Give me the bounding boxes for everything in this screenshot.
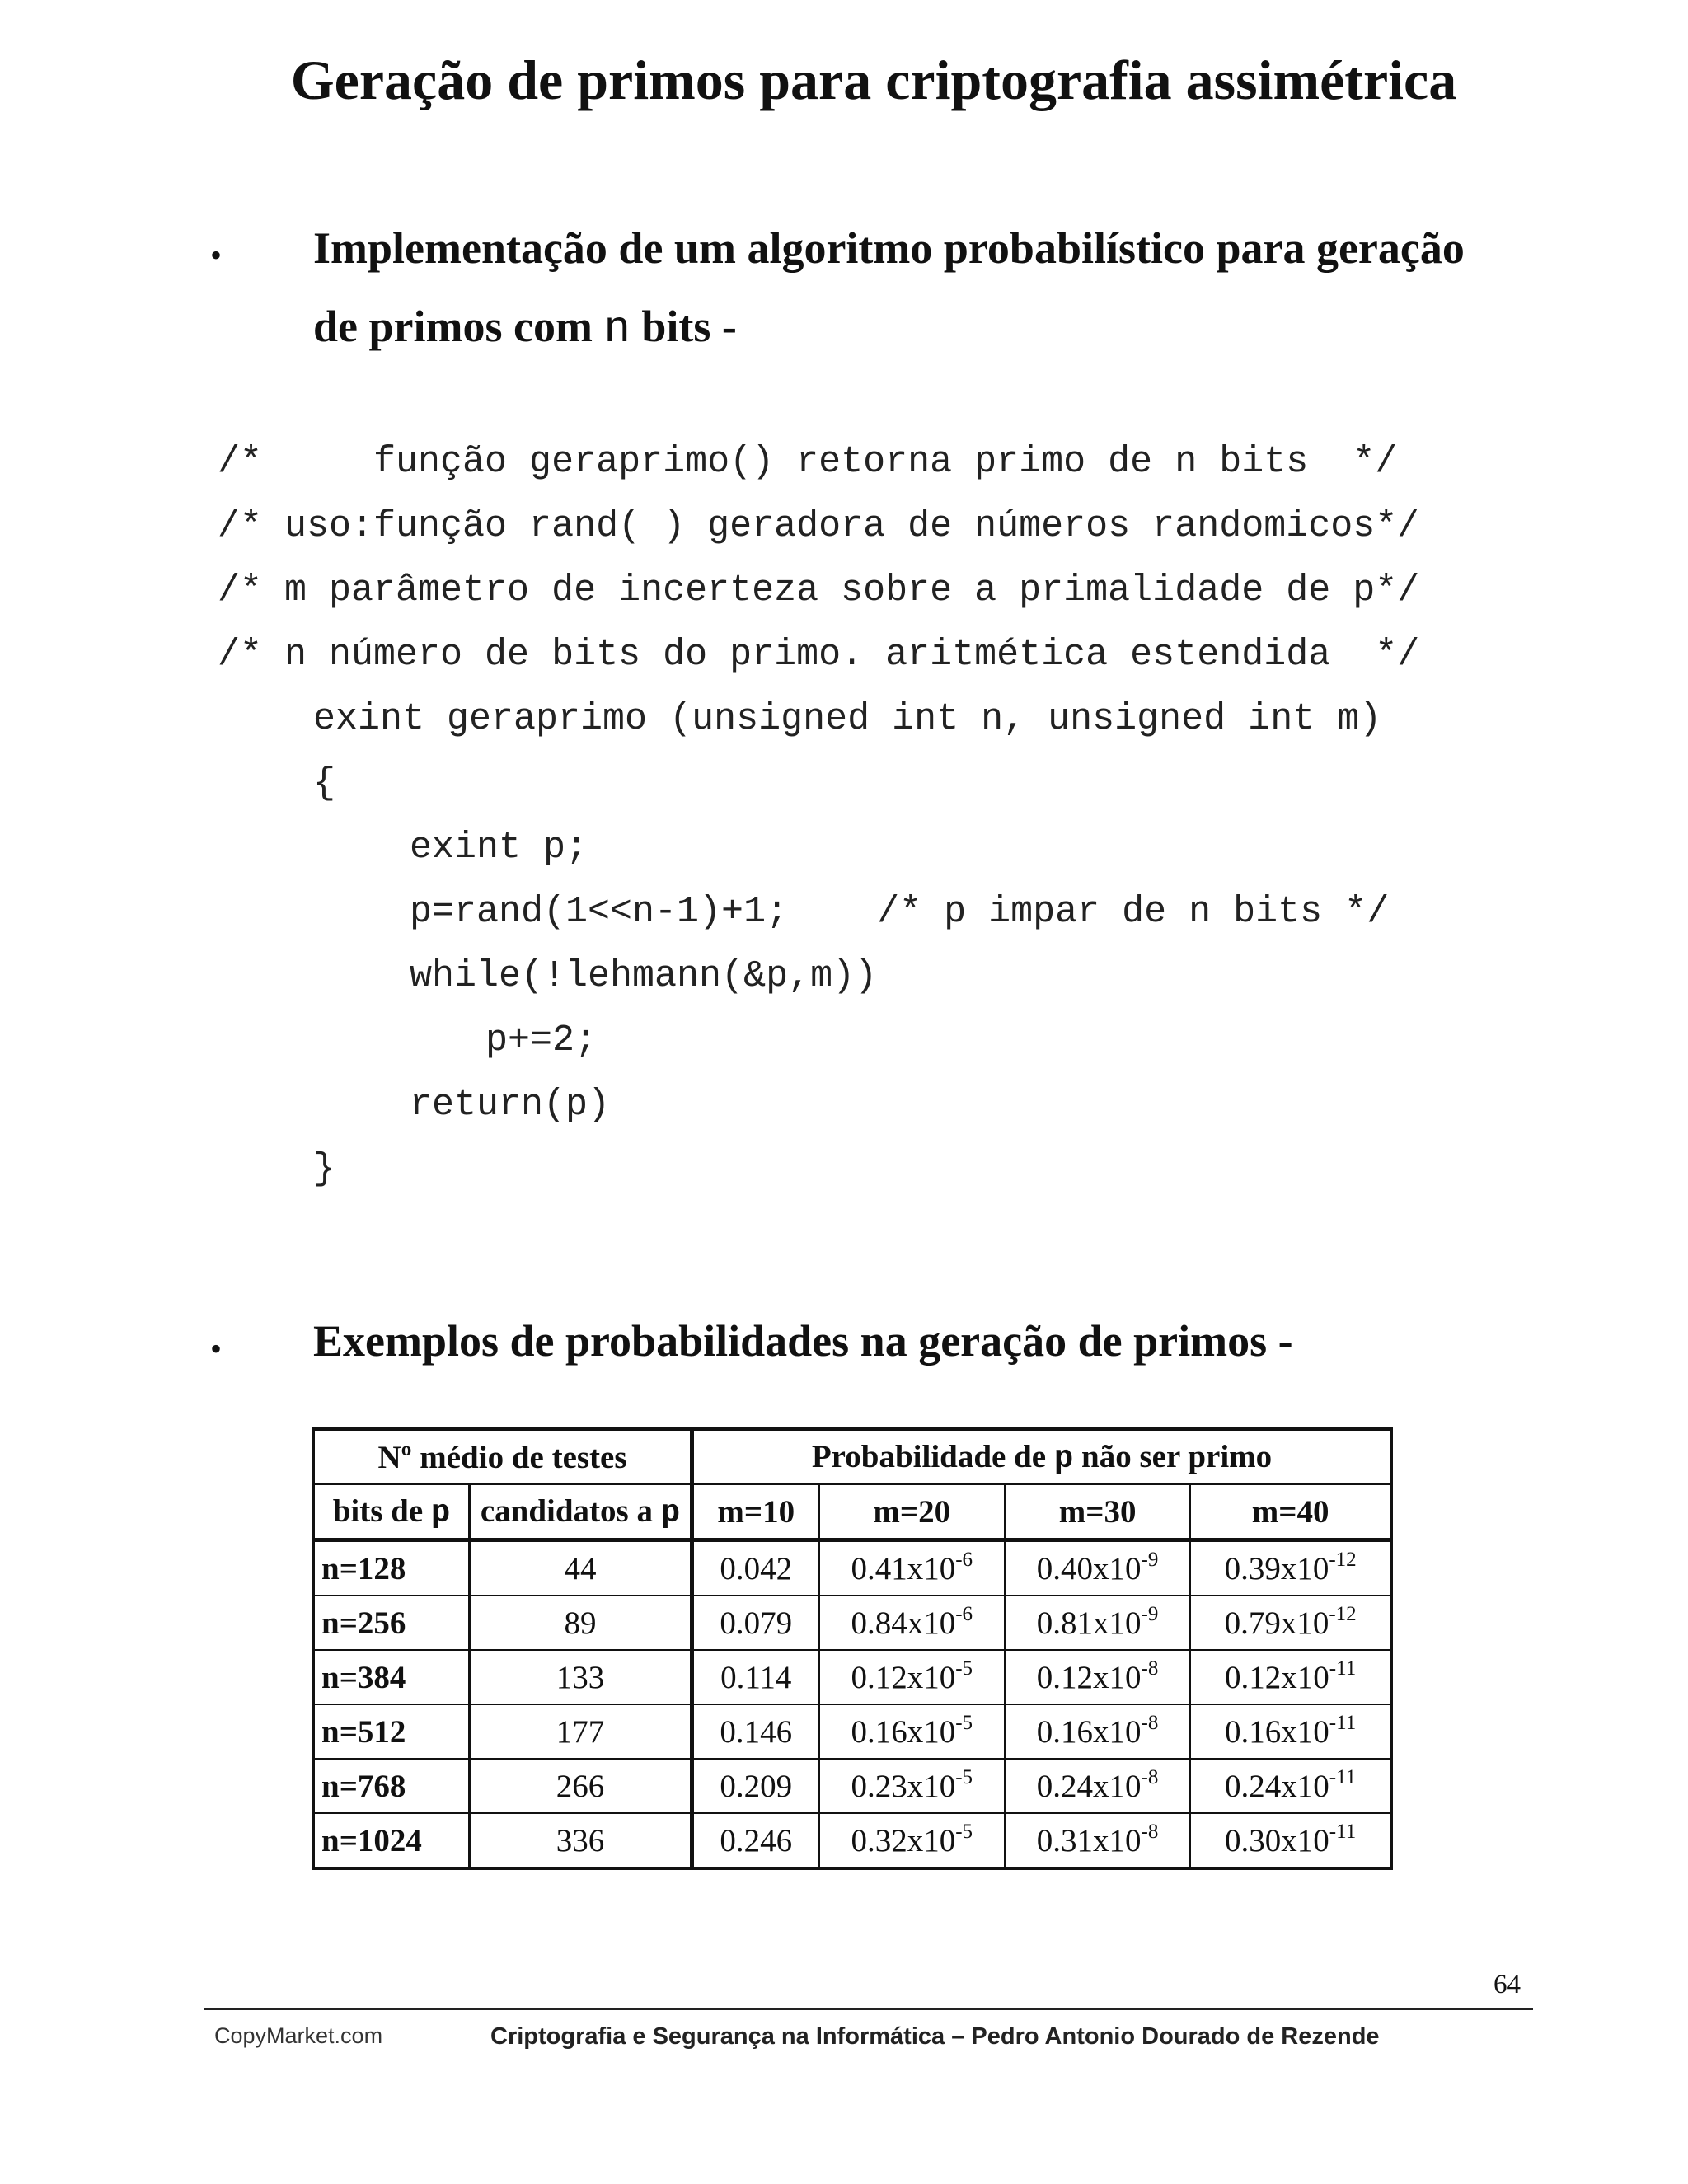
section-heading-examples: Exemplos de probabilidades na geração de primos - xyxy=(313,1316,1293,1366)
cell-bits: n=768 xyxy=(313,1759,470,1813)
col-header-m40: m=40 xyxy=(1190,1484,1391,1540)
cell-mantissa: 0.24x10 xyxy=(1036,1768,1142,1804)
cell-mantissa: 0.79x10 xyxy=(1224,1605,1329,1641)
cell-bits: n=1024 xyxy=(313,1813,470,1868)
table-row xyxy=(313,1759,1391,1813)
cell-exponent: -5 xyxy=(955,1820,973,1843)
cell-mantissa: 0.16x10 xyxy=(1036,1713,1142,1750)
group-header-probability xyxy=(692,1429,1392,1484)
code-line: /* uso:função rand( ) geradora de números randomicos*/ xyxy=(218,505,1420,547)
variable-p: p xyxy=(1053,1440,1074,1477)
bullet-marker: • xyxy=(210,1330,223,1367)
col-header-candidates-text: candidatos a xyxy=(480,1493,661,1529)
cell-m40 xyxy=(1190,1596,1391,1650)
cell-mantissa: 0.41x10 xyxy=(851,1550,956,1586)
cell-m10: 0.146 xyxy=(692,1704,819,1759)
col-header-candidates xyxy=(470,1484,692,1540)
cell-m20 xyxy=(819,1650,1005,1704)
col-header-m10: m=10 xyxy=(692,1484,819,1540)
code-line: /* n número de bits do primo. aritmética estendida */ xyxy=(218,634,1420,676)
cell-m40 xyxy=(1190,1759,1391,1813)
cell-exponent: -11 xyxy=(1329,1711,1357,1734)
cell-exponent: -11 xyxy=(1329,1820,1357,1843)
heading-text: Implementação de um algoritmo probabilístico para geração de primos com xyxy=(313,223,1465,351)
code-line: return(p) xyxy=(410,1084,611,1126)
cell-exponent: -8 xyxy=(1141,1711,1159,1734)
cell-mantissa: 0.84x10 xyxy=(851,1605,956,1641)
table-row xyxy=(313,1813,1391,1868)
cell-exponent: -8 xyxy=(1141,1820,1159,1843)
cell-m40 xyxy=(1190,1650,1391,1704)
cell-mantissa: 0.32x10 xyxy=(851,1822,956,1858)
cell-candidates: 133 xyxy=(470,1650,692,1704)
cell-mantissa: 0.12x10 xyxy=(1036,1659,1142,1695)
cell-exponent: -12 xyxy=(1329,1602,1357,1625)
table-row xyxy=(313,1650,1391,1704)
cell-exponent: -5 xyxy=(955,1657,973,1680)
cell-bits: n=128 xyxy=(313,1540,470,1596)
cell-m40 xyxy=(1190,1540,1391,1596)
cell-m10: 0.114 xyxy=(692,1650,819,1704)
section-heading-algorithm xyxy=(313,209,1517,369)
cell-exponent: -9 xyxy=(1141,1548,1159,1571)
group-header-probability-suffix: não ser primo xyxy=(1073,1438,1273,1474)
cell-m20 xyxy=(819,1704,1005,1759)
cell-m30 xyxy=(1005,1650,1190,1704)
cell-exponent: -11 xyxy=(1329,1765,1357,1788)
cell-exponent: -5 xyxy=(955,1711,973,1734)
code-line: p+=2; xyxy=(485,1019,598,1062)
cell-candidates: 336 xyxy=(470,1813,692,1868)
cell-m10: 0.042 xyxy=(692,1540,819,1596)
cell-mantissa: 0.81x10 xyxy=(1036,1605,1142,1641)
table-row xyxy=(313,1540,1391,1596)
heading-text-suffix: bits - xyxy=(630,302,737,351)
cell-m10: 0.209 xyxy=(692,1759,819,1813)
cell-m30 xyxy=(1005,1540,1190,1596)
cell-bits: n=512 xyxy=(313,1704,470,1759)
cell-mantissa: 0.12x10 xyxy=(1225,1659,1329,1695)
group-header-probability-text: Probabilidade de xyxy=(811,1438,1054,1474)
cell-m10: 0.079 xyxy=(692,1596,819,1650)
col-header-bits-text: bits de xyxy=(332,1493,431,1529)
cell-m20 xyxy=(819,1596,1005,1650)
cell-mantissa: 0.31x10 xyxy=(1036,1822,1142,1858)
cell-exponent: -6 xyxy=(955,1548,973,1571)
page-number: 64 xyxy=(1493,1970,1521,1999)
cell-m20 xyxy=(819,1540,1005,1596)
cell-mantissa: 0.39x10 xyxy=(1224,1550,1329,1586)
footer-publisher: CopyMarket.com xyxy=(214,2023,383,2048)
cell-candidates: 177 xyxy=(470,1704,692,1759)
footer-divider xyxy=(204,2008,1533,2010)
cell-bits: n=256 xyxy=(313,1596,470,1650)
cell-m40 xyxy=(1190,1813,1391,1868)
variable-p: p xyxy=(660,1494,681,1531)
cell-exponent: -9 xyxy=(1141,1602,1159,1625)
cell-candidates: 89 xyxy=(470,1596,692,1650)
table-row xyxy=(313,1596,1391,1650)
code-line: { xyxy=(313,762,336,804)
cell-m30 xyxy=(1005,1813,1190,1868)
table-column-header-row xyxy=(313,1484,1391,1540)
cell-mantissa: 0.16x10 xyxy=(1225,1713,1329,1750)
cell-candidates: 266 xyxy=(470,1759,692,1813)
group-header-tests: Nº médio de testes xyxy=(313,1429,692,1484)
bullet-marker: • xyxy=(210,237,223,274)
cell-candidates: 44 xyxy=(470,1540,692,1596)
variable-n: n xyxy=(603,305,631,355)
cell-exponent: -11 xyxy=(1329,1657,1357,1680)
code-line: while(!lehmann(&p,m)) xyxy=(410,955,878,997)
cell-m10: 0.246 xyxy=(692,1813,819,1868)
variable-p: p xyxy=(430,1494,451,1531)
col-header-m30: m=30 xyxy=(1005,1484,1190,1540)
cell-bits: n=384 xyxy=(313,1650,470,1704)
cell-exponent: -6 xyxy=(955,1602,973,1625)
cell-exponent: -12 xyxy=(1329,1548,1357,1571)
code-line: exint geraprimo (unsigned int n, unsigned int m) xyxy=(313,698,1382,740)
cell-mantissa: 0.16x10 xyxy=(851,1713,956,1750)
footer-book-title: Criptografia e Segurança na Informática – Pedro Antonio Dourado de Rezende xyxy=(490,2023,1380,2050)
table-row xyxy=(313,1704,1391,1759)
probability-table xyxy=(312,1427,1393,1870)
code-line: } xyxy=(313,1148,336,1190)
page-title: Geração de primos para criptografia assimétrica xyxy=(290,49,1457,111)
cell-m30 xyxy=(1005,1759,1190,1813)
code-line: p=rand(1<<n-1)+1; /* p impar de n bits */ xyxy=(410,891,1390,933)
cell-m20 xyxy=(819,1759,1005,1813)
cell-mantissa: 0.23x10 xyxy=(851,1768,956,1804)
cell-m30 xyxy=(1005,1704,1190,1759)
code-line: exint p; xyxy=(410,827,588,869)
cell-mantissa: 0.12x10 xyxy=(851,1659,956,1695)
col-header-m20: m=20 xyxy=(819,1484,1005,1540)
cell-mantissa: 0.40x10 xyxy=(1036,1550,1142,1586)
cell-exponent: -8 xyxy=(1141,1657,1159,1680)
cell-mantissa: 0.24x10 xyxy=(1225,1768,1329,1804)
table-group-header-row xyxy=(313,1429,1391,1484)
cell-exponent: -5 xyxy=(955,1765,973,1788)
cell-m30 xyxy=(1005,1596,1190,1650)
col-header-bits xyxy=(313,1484,470,1540)
code-line: /* função geraprimo() retorna primo de n bits */ xyxy=(218,441,1398,483)
cell-m40 xyxy=(1190,1704,1391,1759)
cell-m20 xyxy=(819,1813,1005,1868)
code-line: /* m parâmetro de incerteza sobre a primalidade de p*/ xyxy=(218,569,1420,612)
cell-exponent: -8 xyxy=(1141,1765,1159,1788)
cell-mantissa: 0.30x10 xyxy=(1225,1822,1329,1858)
